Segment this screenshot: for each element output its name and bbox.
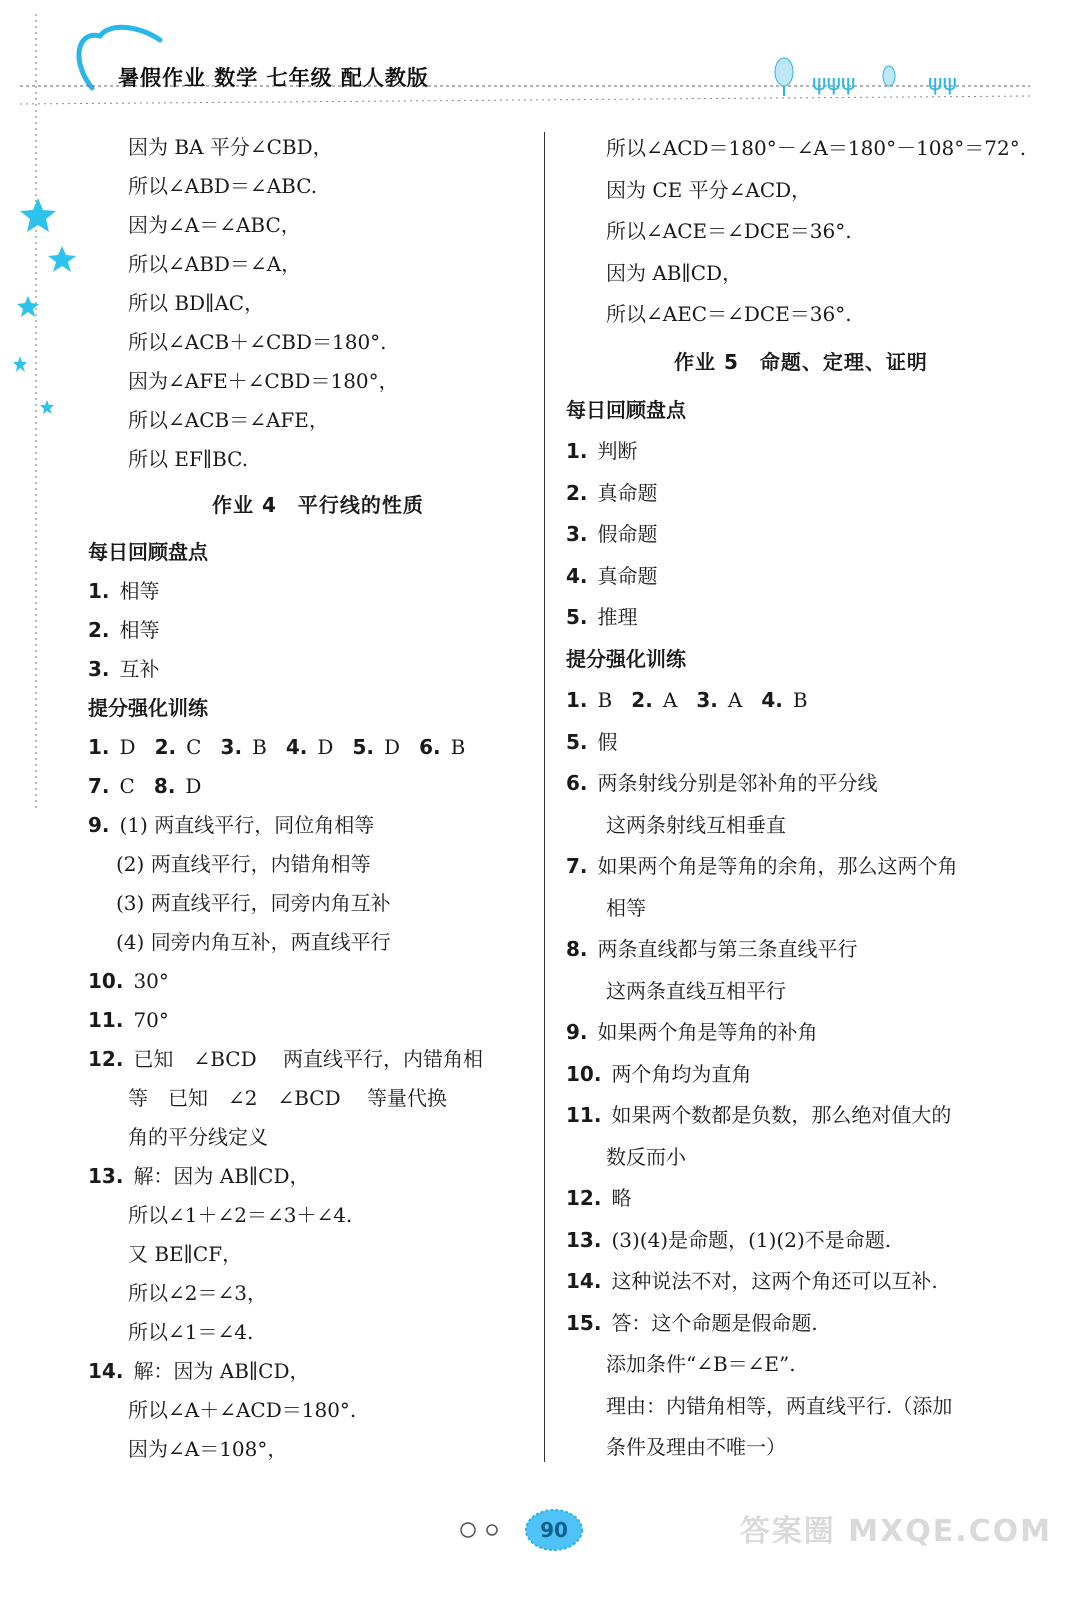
q9-line: (4) 同旁内角互补，两直线平行 xyxy=(116,930,391,954)
header-title: 暑假作业 数学 七年级 配人教版 xyxy=(118,66,429,90)
proof-line: 所以∠AEC＝∠DCE＝36°. xyxy=(606,302,852,326)
review-item: 2. 真命题 xyxy=(566,480,658,505)
review-heading: 每日回顾盘点 xyxy=(88,540,208,564)
flower-icon: ψψψ xyxy=(812,71,856,96)
choice-answers-row: 1. D 2. C 3. B 4. D 5. D 6. B xyxy=(88,735,466,759)
answer-line: 15. 答：这个命题是假命题. xyxy=(566,1310,818,1335)
q13-line: 所以∠1＋∠2＝∠3＋∠4. xyxy=(128,1203,353,1227)
answer-line: 相等 xyxy=(606,895,646,920)
q14-line: 14. 解：因为 AB∥CD， xyxy=(88,1359,310,1383)
proof-line: 所以∠ACE＝∠DCE＝36°. xyxy=(606,219,852,243)
section-title: 作业 4 平行线的性质 xyxy=(212,493,424,517)
q12-line: 12. 已知 ∠BCD 两直线平行，内错角相 xyxy=(88,1047,483,1071)
proof-line: 所以∠ACB＋∠CBD＝180°. xyxy=(128,330,387,354)
tree-icon xyxy=(775,58,793,86)
proof-line: 所以∠ACD＝180°－∠A＝180°－108°＝72°. xyxy=(606,136,1027,160)
answer-line: 6. 两条射线分别是邻补角的平分线 xyxy=(566,771,878,795)
q13-line: 所以∠2＝∠3， xyxy=(128,1281,267,1305)
star-icon xyxy=(20,198,56,232)
q13-line: 又 BE∥CF， xyxy=(128,1242,243,1266)
answer-line: 这两条射线互相垂直 xyxy=(606,812,786,837)
review-item: 2. 相等 xyxy=(88,618,160,642)
proof-line: 所以 BD∥AC， xyxy=(128,291,265,315)
answer-line: 5. 假 xyxy=(566,729,618,754)
q9-line: (3) 两直线平行，同旁内角互补 xyxy=(116,891,391,915)
q14-line: 因为∠A＝108°， xyxy=(128,1437,288,1461)
answer-line: 14. 这种说法不对，这两个角还可以互补. xyxy=(566,1269,938,1293)
proof-line: 因为 AB∥CD， xyxy=(606,260,743,285)
answer-line: 添加条件“∠B＝∠E”. xyxy=(606,1352,796,1376)
q13-line: 所以∠1＝∠4. xyxy=(128,1320,254,1344)
proof-line: 所以 EF∥BC. xyxy=(128,447,249,471)
proof-line: 所以∠ABD＝∠A， xyxy=(128,252,302,276)
answer-line: 7. 如果两个角是等角的余角，那么这两个角 xyxy=(566,854,958,878)
answer-line: 这两条直线互相平行 xyxy=(606,978,786,1003)
tree-small-icon xyxy=(883,66,895,86)
star-icon xyxy=(40,400,54,414)
flower-icon-2: ψψ xyxy=(928,71,958,96)
page-number: 90 xyxy=(540,1518,568,1542)
left-column xyxy=(88,128,548,1469)
q11-line: 11. 70° xyxy=(88,1008,169,1032)
header-decoration xyxy=(0,0,1066,120)
answer-line: 数反而小 xyxy=(606,1144,686,1169)
answer-line: 12. 略 xyxy=(566,1186,632,1210)
review-item: 3. 互补 xyxy=(88,657,160,681)
q12-line: 等 已知 ∠2 ∠BCD 等量代换 xyxy=(128,1086,448,1110)
answer-line: 13. (3)(4)是命题，(1)(2)不是命题. xyxy=(566,1227,892,1252)
proof-line: 所以∠ACB＝∠AFE， xyxy=(128,408,329,432)
answer-line: 10. 两个角均为直角 xyxy=(566,1061,752,1086)
review-item: 1. 判断 xyxy=(566,439,638,463)
answer-line: 8. 两条直线都与第三条直线平行 xyxy=(566,937,858,961)
q12-line: 角的平分线定义 xyxy=(128,1125,268,1149)
q9-line: 9. (1) 两直线平行，同位角相等 xyxy=(88,813,375,837)
page-header xyxy=(0,0,1066,120)
section-title: 作业 5 命题、定理、证明 xyxy=(674,349,928,374)
star-icon xyxy=(48,246,76,272)
q10-line: 10. 30° xyxy=(88,969,169,993)
answer-line: 条件及理由不唯一） xyxy=(606,1435,786,1459)
star-icon xyxy=(13,356,27,372)
star-icon xyxy=(17,296,39,317)
proof-line: 所以∠ABD＝∠ABC. xyxy=(128,174,318,198)
proof-line: 因为∠A＝∠ABC， xyxy=(128,213,301,237)
right-column xyxy=(566,128,1036,1469)
proof-line: 因为 CE 平分∠ACD， xyxy=(606,177,812,202)
choice-answers-row: 1. B 2. A 3. A 4. B xyxy=(566,688,808,712)
proof-line: 因为 BA 平分∠CBD， xyxy=(128,135,333,159)
answer-line: 理由：内错角相等，两直线平行.（添加 xyxy=(606,1393,953,1418)
q9-line: (2) 两直线平行，内错角相等 xyxy=(116,852,371,876)
watermark: 答案圈 MXQE.COM xyxy=(739,1514,1052,1549)
review-heading: 每日回顾盘点 xyxy=(566,397,686,422)
margin-stars-decoration xyxy=(0,0,80,820)
answer-line: 9. 如果两个角是等角的补角 xyxy=(566,1020,818,1044)
review-item: 4. 真命题 xyxy=(566,563,658,588)
training-heading: 提分强化训练 xyxy=(566,646,686,671)
proof-line: 因为∠AFE＋∠CBD＝180°， xyxy=(128,369,399,393)
review-item: 1. 相等 xyxy=(88,579,160,603)
q13-line: 13. 解：因为 AB∥CD， xyxy=(88,1164,310,1188)
review-item: 5. 推理 xyxy=(566,605,638,629)
review-item: 3. 假命题 xyxy=(566,522,658,546)
choice-answers-row: 7. C 8. D xyxy=(88,774,202,798)
q14-line: 所以∠A＋∠ACD＝180°. xyxy=(128,1398,357,1422)
training-heading: 提分强化训练 xyxy=(88,696,208,720)
answer-line: 11. 如果两个数都是负数，那么绝对值大的 xyxy=(566,1103,952,1127)
